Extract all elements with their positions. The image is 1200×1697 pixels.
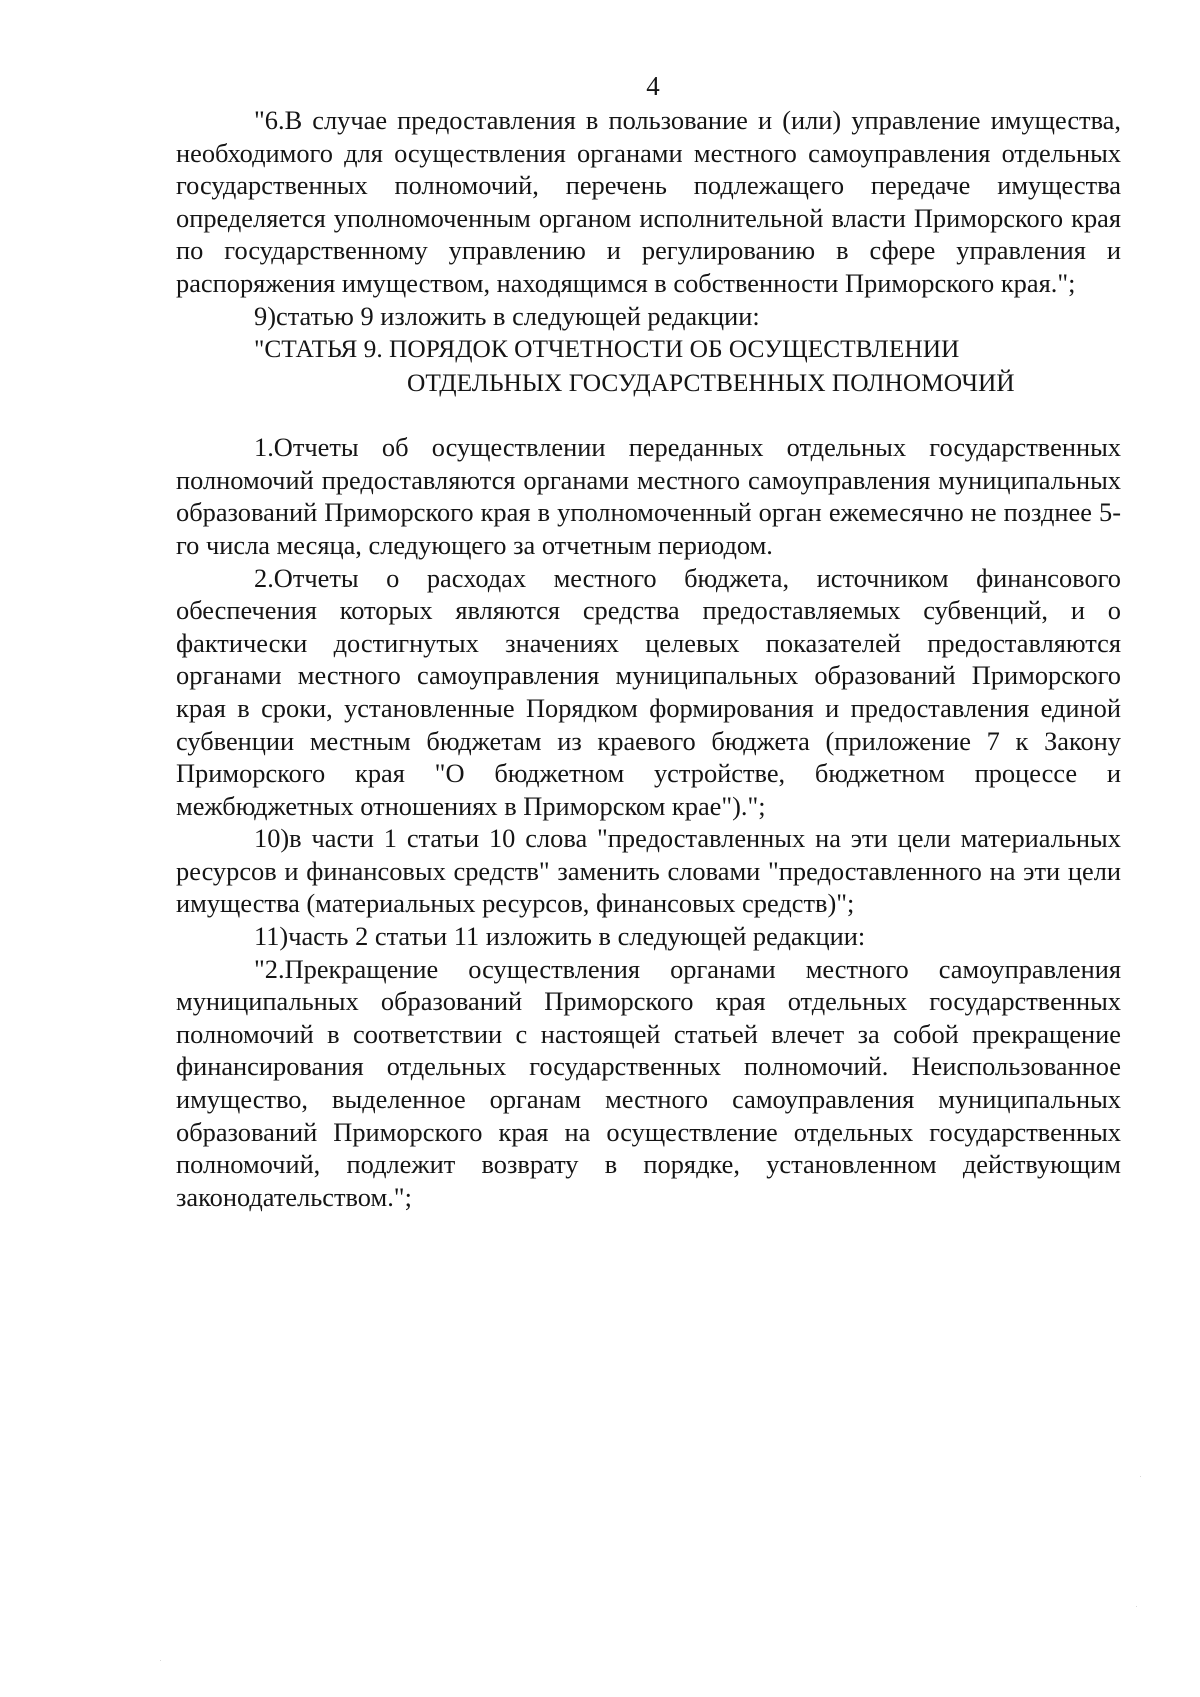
paragraph-item-6: "6.В случае предоставления в пользование и (или) управление имущества, необходимого для осуществления органами местного самоуправления отдельных государственных полномочий, перечень подлежащего передаче имущества определяется уполномоченным органом исполнительной власти Приморского края по государственному управлению и регулированию в сфере управления и распоряжения имуществом, находящимся в собственности Приморского края."; [176, 105, 1121, 298]
scan-speck [1140, 1476, 1141, 1477]
paragraph-article-9-part-2: 2.Отчеты о расходах местного бюджета, источником финансового обеспечения которых являются средства предоставляемых субвенций, и о фактически достигнутых значениях целевых показателей предоставляются органами местного самоуправления муниципальных образований Приморского края в сроки, установленные Порядком формирования и предоставления единой субвенции местным бюджетам из краевого бюджета (приложение 7 к Закону Приморского края "О бюджетном устройстве, бюджетном процессе и межбюджетных отношениях в Приморском крае")."; [176, 562, 1121, 821]
paragraph-article-9-part-1: 1.Отчеты об осуществлении переданных отдельных государственных полномочий предоставляются органами местного самоуправления муниципальных образований Приморского края в уполномоченный орган ежемесячно не позднее 5-го числа месяца, следующего за отчетным периодом. [176, 432, 1121, 560]
scan-speck [160, 1660, 161, 1661]
paragraph-amend-article-11: 11)часть 2 статьи 11 изложить в следующей редакции: [254, 921, 866, 952]
scan-speck [1136, 1606, 1137, 1607]
paragraph-amend-article-10: 10)в части 1 статьи 10 слова "предоставленных на эти цели материальных ресурсов и финансовых средств" заменить словами "предоставленного на эти цели имущества (материальных ресурсов, финансовых средств)"; [176, 823, 1121, 919]
heading-spacer [176, 400, 1121, 431]
paragraph-article-11-part-2: "2.Прекращение осуществления органами местного самоуправления муниципальных образований Приморского края отдельных государственных полномочий в соответствии с настоящей статьей влечет за собой прекращение финансирования отдельных государственных полномочий. Неиспользованное имущество, выделенное органам местного самоуправления муниципальных образований Приморского края на осуществление отдельных государственных полномочий, подлежит возврату в порядке, установленном действующим законодательством."; [176, 953, 1121, 1212]
document-body [176, 104, 1121, 1213]
article-9-heading-line-2: ОТДЕЛЬНЫХ ГОСУДАРСТВЕННЫХ ПОЛНОМОЧИЙ [407, 369, 1015, 398]
article-9-heading-line-1: "СТАТЬЯ 9. ПОРЯДОК ОТЧЕТНОСТИ ОБ ОСУЩЕСТВЛЕНИИ [254, 335, 960, 364]
paragraph-amend-article-9: 9)статью 9 изложить в следующей редакции: [254, 300, 760, 331]
page-number: 4 [646, 71, 660, 101]
article-9-heading [176, 332, 1121, 400]
